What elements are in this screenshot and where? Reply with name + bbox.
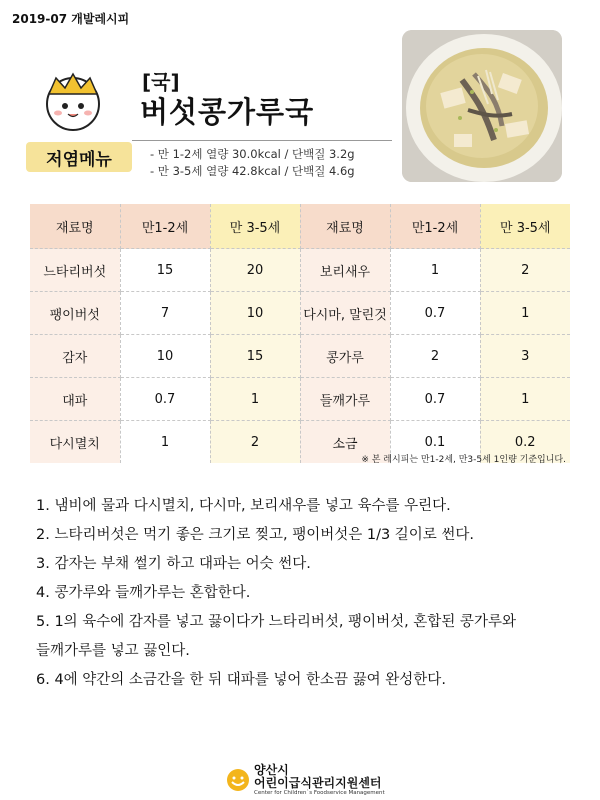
ingredient-name: 소금 bbox=[300, 421, 390, 464]
header-age3-5: 만 3-5세 bbox=[210, 204, 300, 249]
center-name-line2: 어린이급식관리지원센터 bbox=[254, 776, 382, 790]
amount-age3-5: 2 bbox=[480, 249, 570, 292]
recipe-category: [국] bbox=[142, 70, 180, 94]
title-divider bbox=[132, 140, 392, 141]
step-item: 2. 느타리버섯은 먹기 좋은 크기로 찢고, 팽이버섯은 1/3 길이로 썬다. bbox=[36, 527, 475, 543]
amount-age3-5: 15 bbox=[210, 335, 300, 378]
step-item: 3. 감자는 부채 썰기 하고 대파는 어슷 썬다. bbox=[36, 556, 311, 572]
center-name-line1: 양산시 bbox=[254, 763, 289, 777]
recipe-title: 버섯콩가루국 bbox=[140, 95, 315, 129]
soup-photo bbox=[402, 30, 562, 182]
header-age1-2: 만1-2세 bbox=[120, 204, 210, 249]
amount-age1-2: 1 bbox=[390, 249, 480, 292]
ingredient-table bbox=[30, 204, 570, 463]
ingredient-name: 다시마, 말린것 bbox=[300, 292, 390, 335]
step-item: 4. 콩가루와 들깨가루는 혼합한다. bbox=[36, 585, 251, 601]
amount-age3-5: 3 bbox=[480, 335, 570, 378]
ingredient-table-header bbox=[30, 204, 570, 249]
amount-age1-2: 10 bbox=[120, 335, 210, 378]
ingredient-name: 대파 bbox=[30, 378, 120, 421]
header-ingredient-name: 재료명 bbox=[30, 204, 120, 249]
serving-note: ※ 본 레시피는 만1-2세, 만3-5세 1인량 기준입니다. bbox=[361, 455, 566, 465]
header-ingredient-name: 재료명 bbox=[300, 204, 390, 249]
header-age1-2: 만1-2세 bbox=[390, 204, 480, 249]
step-item: 들깨가루를 넣고 끓인다. bbox=[36, 643, 190, 659]
amount-age3-5: 10 bbox=[210, 292, 300, 335]
amount-age3-5: 1 bbox=[480, 292, 570, 335]
table-row bbox=[30, 378, 570, 421]
chick-mascot-icon bbox=[40, 68, 106, 134]
center-english-name: Center for Children`s Foodservice Management bbox=[254, 790, 385, 796]
center-logo-icon bbox=[226, 768, 250, 792]
amount-age1-2: 0.1 bbox=[390, 421, 480, 464]
amount-age3-5: 1 bbox=[480, 378, 570, 421]
step-item: 1. 냄비에 물과 다시멸치, 다시마, 보리새우를 넣고 육수를 우린다. bbox=[36, 498, 451, 514]
table-row bbox=[30, 335, 570, 378]
amount-age1-2: 0.7 bbox=[390, 292, 480, 335]
amount-age3-5: 1 bbox=[210, 378, 300, 421]
header-age3-5: 만 3-5세 bbox=[480, 204, 570, 249]
ingredient-name: 팽이버섯 bbox=[30, 292, 120, 335]
ingredient-name: 느타리버섯 bbox=[30, 249, 120, 292]
table-row bbox=[30, 249, 570, 292]
step-item: 5. 1의 육수에 감자를 넣고 끓이다가 느타리버섯, 팽이버섯, 혼합된 콩가루와 bbox=[36, 614, 516, 630]
amount-age3-5: 20 bbox=[210, 249, 300, 292]
amount-age1-2: 0.7 bbox=[120, 378, 210, 421]
amount-age1-2: 0.7 bbox=[390, 378, 480, 421]
ingredient-name: 보리새우 bbox=[300, 249, 390, 292]
table-row bbox=[30, 292, 570, 335]
header-date: 2019-07 개발레시피 bbox=[12, 12, 130, 26]
nutrition-line-age1-2: - 만 1-2세 열량 30.0kcal / 단백질 3.2g bbox=[150, 147, 355, 161]
amount-age1-2: 15 bbox=[120, 249, 210, 292]
nutrition-line-age3-5: - 만 3-5세 열량 42.8kcal / 단백질 4.6g bbox=[150, 164, 355, 178]
amount-age1-2: 7 bbox=[120, 292, 210, 335]
ingredient-name: 다시멸치 bbox=[30, 421, 120, 464]
center-name bbox=[254, 764, 382, 790]
ingredient-name: 콩가루 bbox=[300, 335, 390, 378]
amount-age3-5: 0.2 bbox=[480, 421, 570, 464]
step-item: 6. 4에 약간의 소금간을 한 뒤 대파를 넣어 한소끔 끓여 완성한다. bbox=[36, 672, 446, 688]
amount-age1-2: 1 bbox=[120, 421, 210, 464]
ingredient-name: 들깨가루 bbox=[300, 378, 390, 421]
amount-age3-5: 2 bbox=[210, 421, 300, 464]
amount-age1-2: 2 bbox=[390, 335, 480, 378]
ingredient-name: 감자 bbox=[30, 335, 120, 378]
low-sodium-badge: 저염메뉴 bbox=[26, 142, 132, 172]
recipe-steps bbox=[36, 492, 576, 695]
